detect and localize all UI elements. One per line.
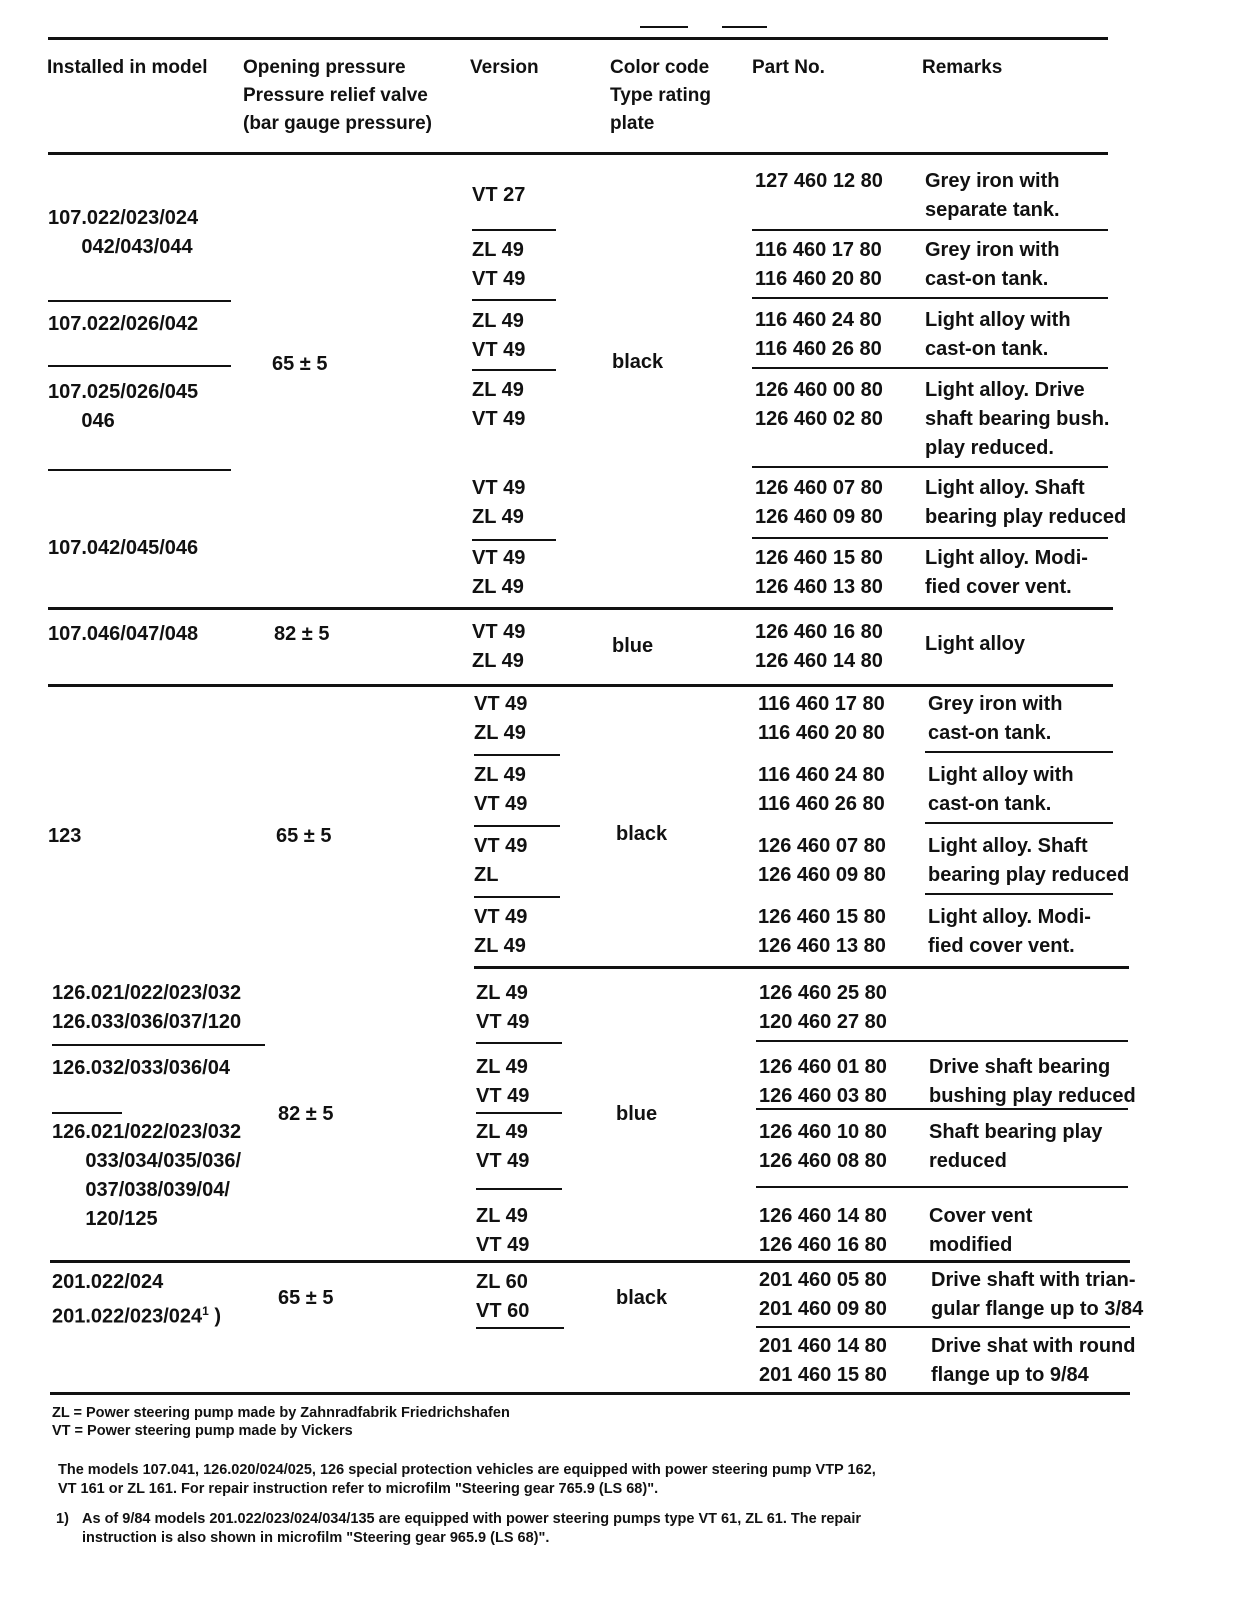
version-cell-line: VT 49 [476,1085,530,1107]
remarks-cell-line: bearing play reduced [928,864,1130,886]
model-cell-line: 126.021/022/023/032 [52,982,242,1004]
version-cell-line: ZL 49 [476,1205,528,1227]
remarks-cell-line: Shaft bearing play [929,1121,1103,1143]
part-no-cell-line: 116 460 26 80 [758,793,885,815]
header-cell: Installed in model [47,57,208,78]
header-cell: Part No. [752,57,825,78]
part-separator [756,1108,1128,1110]
remarks-cell-line: Drive shaft with trian- [931,1269,1136,1291]
model-separator [52,1044,265,1046]
version-cell-line: VT 49 [474,906,528,928]
part-no-cell-line: 127 460 12 80 [755,170,883,192]
pressure-cell: 82 ± 5 [278,1103,334,1125]
part-separator [756,1326,1130,1328]
part-no-cell-line: 126 460 25 80 [759,982,887,1004]
table-bottom-rule [50,1392,1130,1395]
group-rule [474,966,1129,969]
header-cell: Type rating [610,85,711,106]
model-cell-line: 033/034/035/036/ [52,1150,242,1172]
header-cell: plate [610,113,655,134]
part-separator [752,367,1108,369]
part-no-cell-line: 116 460 20 80 [755,268,882,290]
top-dash [722,26,767,28]
remarks-cell-line: cast-on tank. [925,338,1049,360]
note-line: VT 161 or ZL 161. For repair instruction refer to microfilm "Steering gear 765.9 (LS 68)". [58,1481,659,1497]
version-cell-line: VT 49 [474,793,528,815]
part-separator [925,822,1113,824]
part-no-cell-line: 126 460 10 80 [759,1121,887,1143]
header-cell: Pressure relief valve [243,85,428,106]
part-no-cell-line: 116 460 17 80 [755,239,882,261]
part-no-cell-line: 116 460 20 80 [758,722,885,744]
remarks-cell-line: Light alloy with [928,764,1074,786]
part-no-cell-line: 116 460 26 80 [755,338,882,360]
remarks-cell-line: Light alloy. Drive [925,379,1085,401]
header-cell: (bar gauge pressure) [243,113,432,134]
version-cell-line: ZL 49 [476,1056,528,1078]
model-cell-line: 107.046/047/048 [48,623,199,645]
remarks-cell-line: separate tank. [925,199,1060,221]
model-cell-line: 107.042/045/046 [48,537,199,559]
version-separator [474,896,560,898]
remarks-cell-line: Drive shaft bearing [929,1056,1111,1078]
part-no-cell-line: 126 460 00 80 [755,379,883,401]
part-no-cell-line: 126 460 09 80 [758,864,886,886]
color-code-cell: black [612,351,664,373]
remarks-cell-line: play reduced. [925,437,1054,459]
remarks-cell-line: gular flange up to 3/84 [931,1298,1144,1320]
version-cell-line: VT 49 [474,693,528,715]
remarks-cell-line: Cover vent [929,1205,1033,1227]
color-code-cell: blue [616,1103,658,1125]
version-cell-line: VT 49 [472,339,526,361]
version-cell-line: ZL 49 [476,1121,528,1143]
version-cell-line: VT 49 [472,408,526,430]
version-cell-line: VT 49 [472,477,526,499]
remarks-cell-line: Drive shat with round [931,1335,1136,1357]
header-cell: Color code [610,57,710,78]
header-cell: Version [470,57,539,78]
part-no-cell-line: 126 460 16 80 [759,1234,887,1256]
remarks-cell-line: flange up to 9/84 [931,1364,1089,1386]
version-cell-line: ZL 49 [474,722,526,744]
remarks-cell-line: Light alloy. Modi- [928,906,1091,928]
group-rule [48,607,1113,610]
part-no-cell-line: 126 460 07 80 [758,835,886,857]
group-rule [48,684,1113,687]
remarks-cell-line: Grey iron with [925,170,1060,192]
model-cell-line: 037/038/039/04/ [52,1179,230,1201]
footnote-line: As of 9/84 models 201.022/023/024/034/135 are equipped with power steering pumps type VT 61, ZL 61. The repair [82,1511,862,1527]
version-cell-line: VT 49 [472,547,526,569]
group-rule [50,1260,1130,1263]
part-separator [752,466,1108,468]
model-separator [48,469,231,471]
part-no-cell-line: 201 460 05 80 [759,1269,887,1291]
version-cell-line: ZL 49 [472,379,524,401]
header-cell: Remarks [922,57,1003,78]
remarks-cell-line: bearing play reduced [925,506,1127,528]
color-code-cell: black [616,823,668,845]
version-separator [476,1042,562,1044]
version-cell-line: VT 27 [472,184,526,206]
legend-line: VT = Power steering pump made by Vickers [52,1423,353,1439]
version-separator [472,369,556,371]
version-separator [476,1327,564,1329]
version-cell-line: VT 49 [472,621,526,643]
model-separator [48,365,231,367]
model-cell-line: $201.022/023/024^1$ ) [52,1304,222,1328]
note-line: The models 107.041, 126.020/024/025, 126 special protection vehicles are equipped with power steering pump VTP 162, [58,1462,876,1478]
pressure-cell: 82 ± 5 [274,623,330,645]
footnote-marker: 1 [202,1304,209,1318]
version-separator [472,539,556,541]
remarks-cell-line: Light alloy with [925,309,1071,331]
part-no-cell-line: 116 460 24 80 [758,764,885,786]
model-cell-line: 126.033/036/037/120 [52,1011,242,1033]
version-cell-line: VT 49 [474,835,528,857]
footnote-line: instruction is also shown in microfilm "Steering gear 965.9 (LS 68)". [82,1530,550,1546]
model-cell-line: 107.022/026/042 [48,313,199,335]
pressure-cell: 65 ± 5 [278,1287,334,1309]
model-cell-line: 042/043/044 [48,236,193,258]
version-cell-line: VT 49 [476,1150,530,1172]
part-separator [752,537,1108,539]
model-cell-line: 123 [48,825,82,847]
color-code-cell: black [616,1287,668,1309]
pressure-cell: 65 ± 5 [276,825,332,847]
part-no-cell-line: 126 460 01 80 [759,1056,887,1078]
remarks-cell-line: fied cover vent. [928,935,1075,957]
remarks-cell-line: bushing play reduced [929,1085,1136,1107]
top-dash [640,26,688,28]
model-cell-line: 107.025/026/045 [48,381,199,403]
part-no-cell-line: 201 460 09 80 [759,1298,887,1320]
remarks-cell-line: Light alloy. Shaft [928,835,1088,857]
version-cell-line: ZL 49 [472,310,524,332]
part-no-cell-line: 126 460 13 80 [758,935,886,957]
model-cell-line: 126.032/033/036/04 [52,1057,230,1079]
version-separator [476,1188,562,1190]
model-cell-line: 201.022/024 [52,1271,164,1293]
part-separator [925,893,1113,895]
version-cell-line: ZL 60 [476,1271,528,1293]
remarks-cell-line: cast-on tank. [925,268,1049,290]
version-cell-line: ZL 49 [474,764,526,786]
header-top-rule [48,37,1108,40]
color-code-cell: blue [612,635,654,657]
remarks-cell-line: Light alloy. Modi- [925,547,1088,569]
pressure-cell: 65 ± 5 [272,353,328,375]
part-separator [756,1186,1128,1188]
remarks-cell-line: cast-on tank. [928,722,1052,744]
part-no-cell-line: 201 460 15 80 [759,1364,887,1386]
part-no-cell-line: 126 460 14 80 [759,1205,887,1227]
part-separator [752,297,1108,299]
version-cell-line: ZL 49 [472,576,524,598]
version-cell-line: VT 49 [472,268,526,290]
version-cell-line: ZL 49 [472,650,524,672]
remarks-cell-line: Grey iron with [928,693,1063,715]
version-cell-line: VT 60 [476,1300,530,1322]
part-no-cell-line: 126 460 03 80 [759,1085,887,1107]
part-no-cell-line: 126 460 02 80 [755,408,883,430]
header-cell: Opening pressure [243,57,406,78]
part-no-cell-line: 126 460 13 80 [755,576,883,598]
part-no-cell-line: 126 460 15 80 [758,906,886,928]
footnote-marker: 1) [56,1511,69,1527]
model-cell-line: 120/125 [52,1208,158,1230]
part-no-cell-line: 201 460 14 80 [759,1335,887,1357]
version-cell-line: VT 49 [476,1234,530,1256]
part-separator [756,1040,1128,1042]
version-cell-line: ZL [474,864,499,886]
version-cell-line: ZL 49 [476,982,528,1004]
version-separator [474,825,560,827]
model-cell-line: 046 [48,410,115,432]
version-separator [476,1112,562,1114]
version-separator [472,299,556,301]
remarks-cell-line: cast-on tank. [928,793,1052,815]
model-separator [48,300,231,302]
model-cell-line: 126.021/022/023/032 [52,1121,242,1143]
part-no-cell-line: 126 460 14 80 [755,650,883,672]
part-separator [752,229,1108,231]
part-no-cell-line: 116 460 17 80 [758,693,885,715]
version-cell-line: ZL 49 [472,239,524,261]
remarks-cell-line: shaft bearing bush. [925,408,1110,430]
version-cell-line: ZL 49 [474,935,526,957]
version-cell-line: VT 49 [476,1011,530,1033]
remarks-cell-line: fied cover vent. [925,576,1072,598]
part-separator [925,751,1113,753]
part-no-cell-line: 120 460 27 80 [759,1011,887,1033]
version-separator [474,754,560,756]
legend-line: ZL = Power steering pump made by Zahnradfabrik Friedrichshafen [52,1405,510,1421]
part-no-cell-line: 126 460 07 80 [755,477,883,499]
remarks-cell-line: reduced [929,1150,1007,1172]
remarks-cell-line: Grey iron with [925,239,1060,261]
part-no-cell-line: 126 460 08 80 [759,1150,887,1172]
remarks-cell-line: Light alloy [925,633,1025,655]
part-no-cell-line: 126 460 09 80 [755,506,883,528]
part-no-cell-line: 116 460 24 80 [755,309,882,331]
model-separator [52,1112,122,1114]
remarks-cell-line: modified [929,1234,1013,1256]
remarks-cell-line: Light alloy. Shaft [925,477,1085,499]
part-no-cell-line: 126 460 15 80 [755,547,883,569]
model-cell-line: 107.022/023/024 [48,207,199,229]
version-separator [472,229,556,231]
part-no-cell-line: 126 460 16 80 [755,621,883,643]
version-cell-line: ZL 49 [472,506,524,528]
header-bottom-rule [48,152,1108,155]
